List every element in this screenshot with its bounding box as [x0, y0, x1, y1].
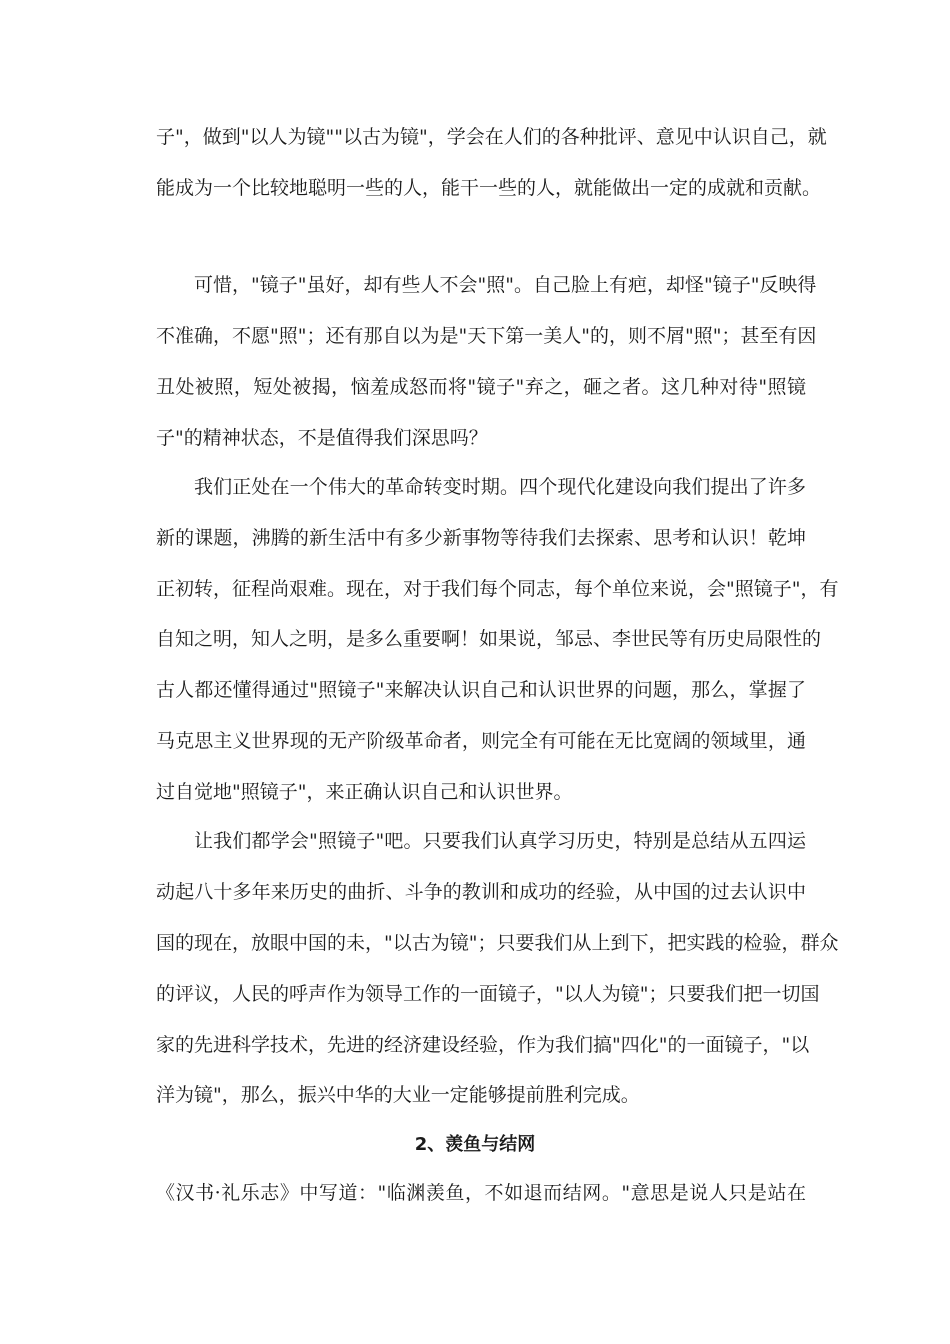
paragraph-4-line-3: 国的现在，放眼中国的未，"以古为镜"；只要我们从上到下，把实践的检验，群众	[156, 932, 839, 954]
section-paragraph-line-1: 《汉书·礼乐志》中写道："临渊羡鱼，不如退而结网。"意思是说人只是站在	[156, 1182, 806, 1204]
paragraph-1-line-1: 子"，做到"以人为镜""以古为镜"，学会在人们的各种批评、意见中认识自己，就	[156, 126, 827, 148]
paragraph-3-line-7: 过自觉地"照镜子"，来正确认识自己和认识世界。	[156, 781, 573, 803]
paragraph-4-line-4: 的评议，人民的呼声作为领导工作的一面镜子，"以人为镜"；只要我们把一切国	[156, 983, 820, 1005]
paragraph-3-line-2: 新的课题，沸腾的新生活中有多少新事物等待我们去探索、思考和认识！乾坤	[156, 527, 806, 549]
paragraph-1-line-2: 能成为一个比较地聪明一些的人，能干一些的人，就能做出一定的成就和贡献。	[156, 177, 822, 199]
paragraph-4-line-6: 洋为镜"，那么，振兴中华的大业一定能够提前胜利完成。	[156, 1084, 640, 1106]
paragraph-3-line-4: 自知之明，知人之明，是多么重要啊！如果说，邹忌、李世民等有历史局限性的	[156, 628, 822, 650]
paragraph-4-line-5: 家的先进科学技术，先进的经济建设经验，作为我们搞"四化"的一面镜子，"以	[156, 1034, 810, 1056]
paragraph-3-line-5: 古人都还懂得通过"照镜子"来解决认识自己和认识世界的问题，那么，掌握了	[156, 679, 806, 701]
section-heading: 2、羡鱼与结网	[414, 1134, 536, 1155]
paragraph-3-line-6: 马克思主义世界现的无产阶级革命者，则完全有可能在无比宽阔的领域里，通	[156, 730, 806, 752]
paragraph-3-line-3: 正初转，征程尚艰难。现在，对于我们每个同志，每个单位来说，会"照镜子"，有	[156, 578, 839, 600]
paragraph-4-line-2: 动起八十多年来历史的曲折、斗争的教训和成功的经验，从中国的过去认识中	[156, 881, 806, 903]
paragraph-2-line-2: 不准确，不愿"照"；还有那自以为是"天下第一美人"的，则不屑"照"；甚至有因	[156, 325, 817, 347]
paragraph-2-line-4: 子"的精神状态，不是值得我们深思吗？	[156, 427, 488, 449]
paragraph-2-line-1: 可惜，"镜子"虽好，却有些人不会"照"。自己脸上有疤，却怪"镜子"反映得	[194, 274, 817, 296]
paragraph-3-line-1: 我们正处在一个伟大的革命转变时期。四个现代化建设向我们提出了许多	[194, 476, 806, 498]
paragraph-2-line-3: 丑处被照，短处被揭，恼羞成怒而将"镜子"弃之，砸之者。这几种对待"照镜	[156, 376, 806, 398]
paragraph-4-line-1: 让我们都学会"照镜子"吧。只要我们认真学习历史，特别是总结从五四运	[194, 830, 806, 852]
